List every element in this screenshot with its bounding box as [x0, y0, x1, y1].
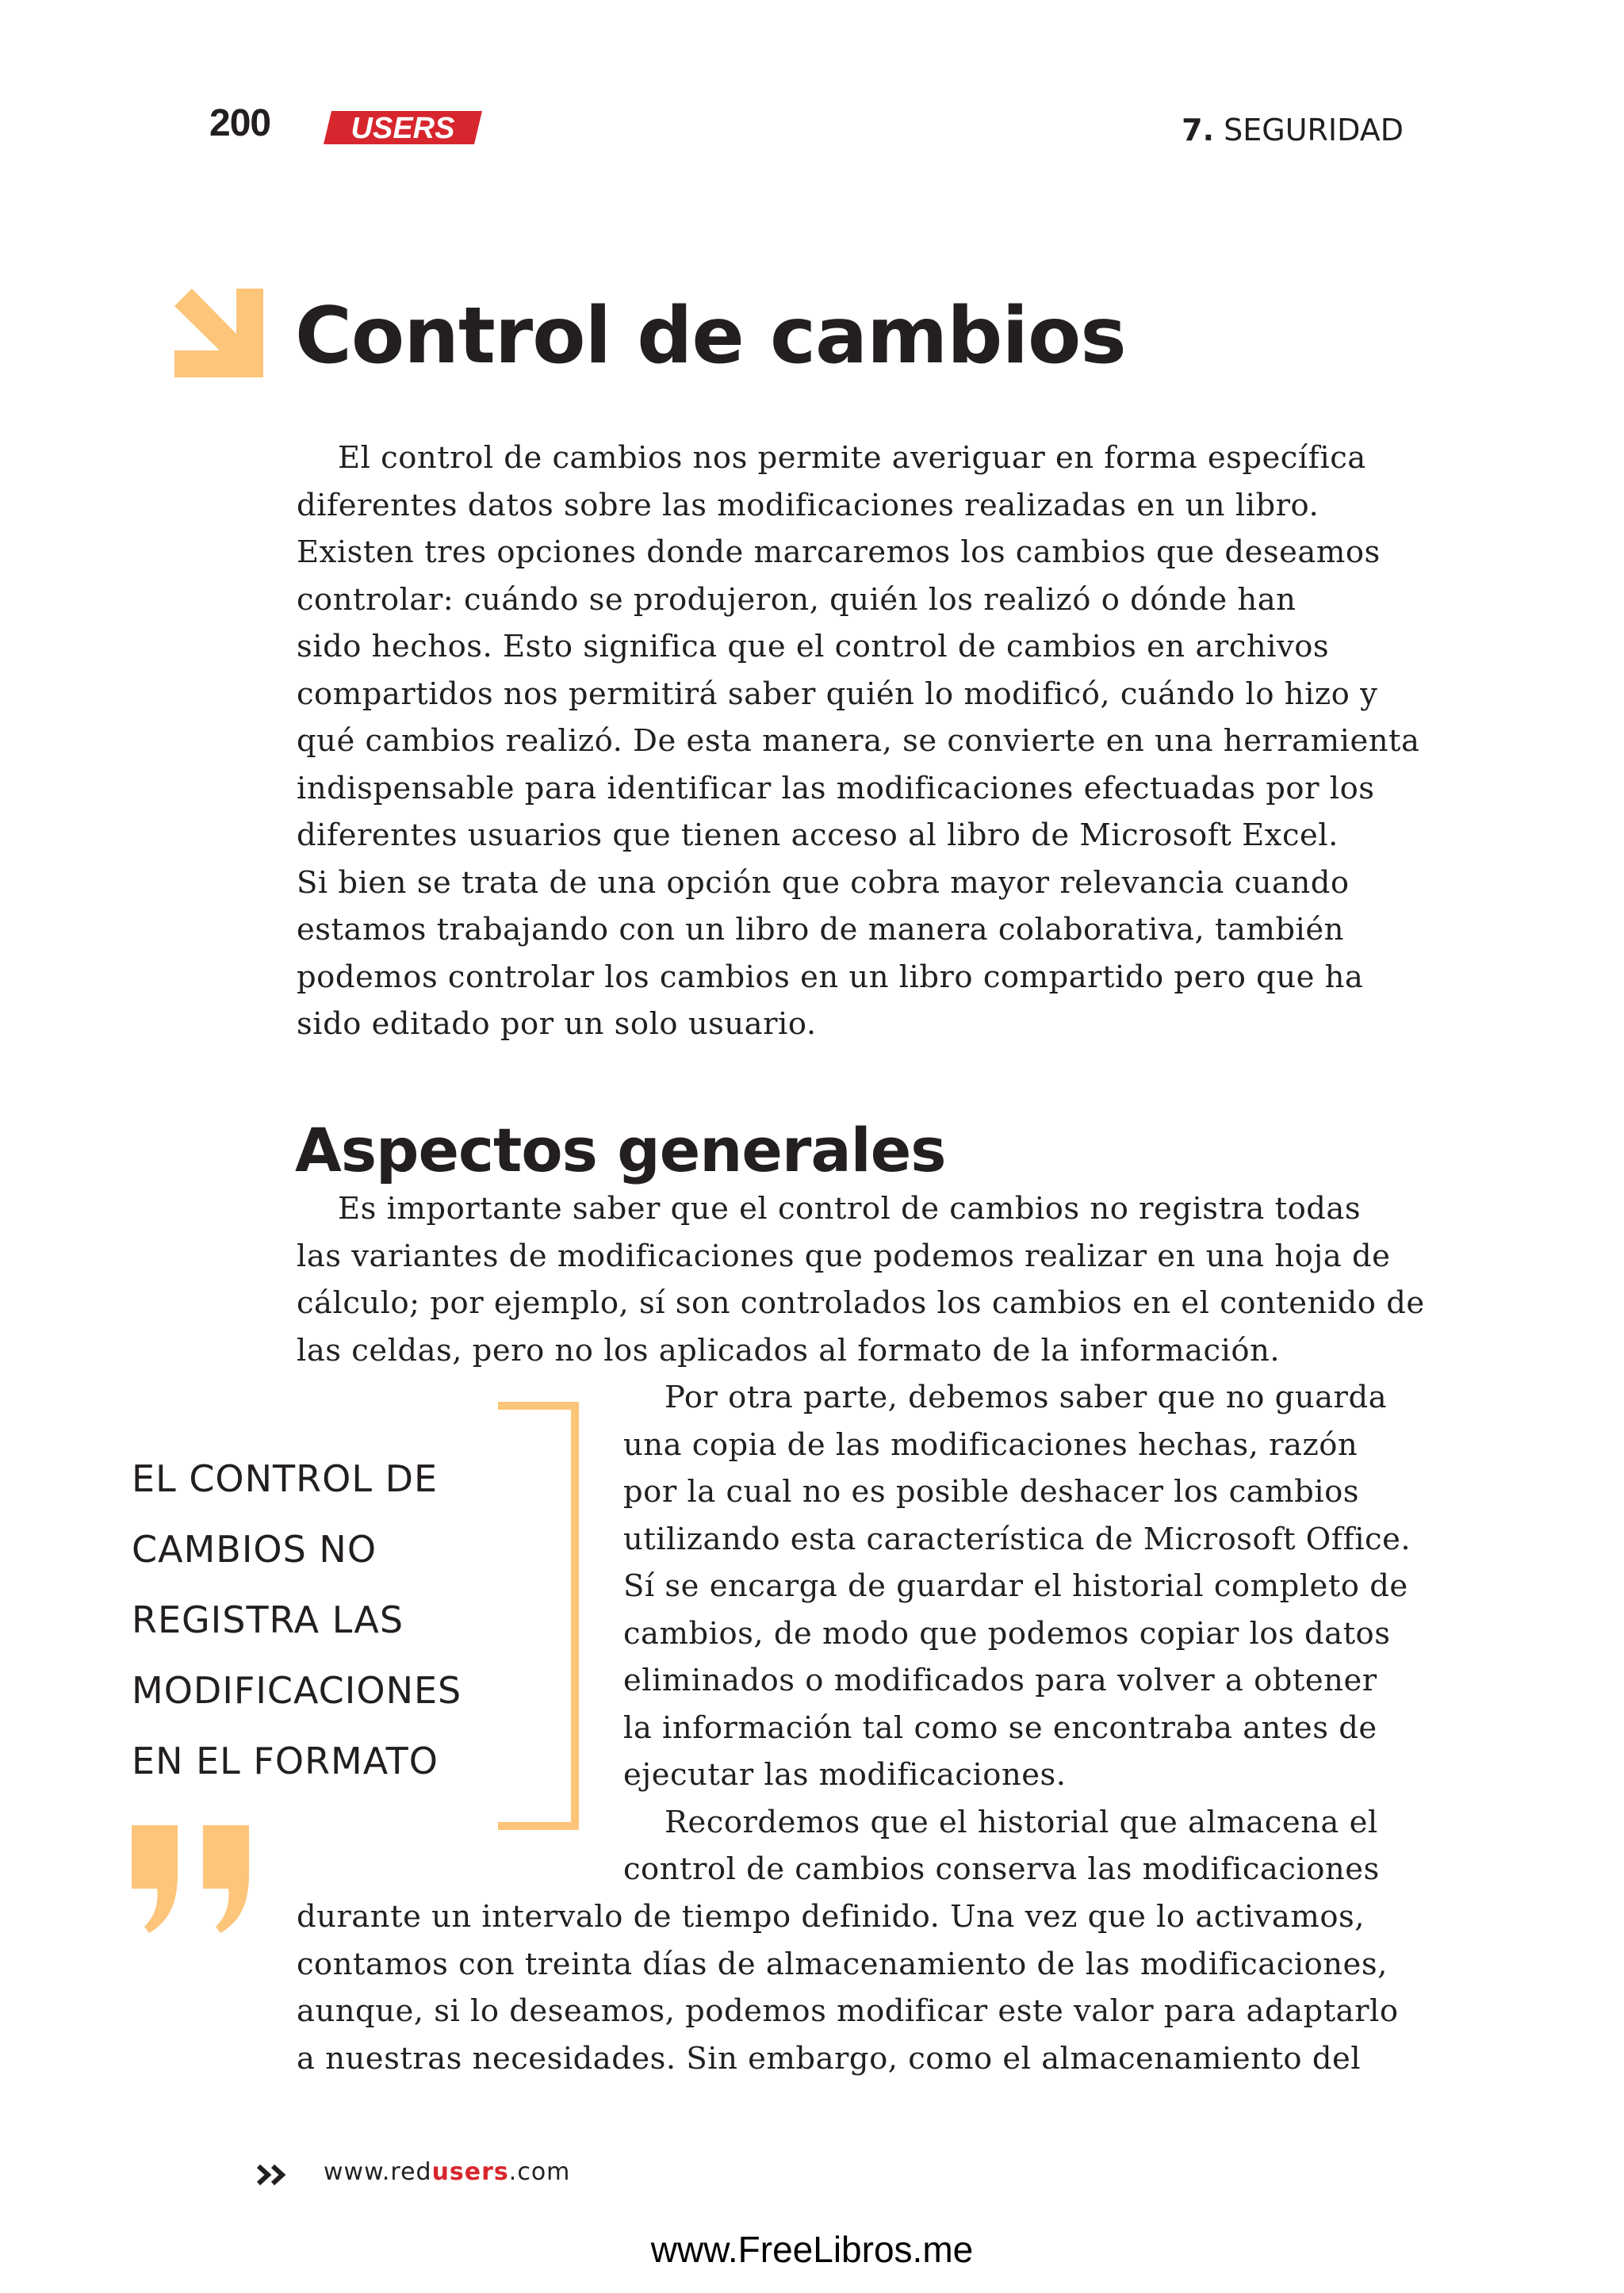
- footer-url-brand: users: [431, 2158, 509, 2186]
- pull-quote-line: EN EL FORMATO: [132, 1740, 439, 1782]
- footer-url-link[interactable]: [324, 2158, 570, 2186]
- chapter-number: 7.: [1182, 113, 1215, 147]
- text-line: por la cual no es posible deshacer los cambios: [623, 1474, 1360, 1510]
- text-line: ejecutar las modificaciones.: [623, 1757, 1067, 1793]
- arrow-down-right-icon: [174, 289, 263, 377]
- text-line: sido hechos. Esto significa que el control de cambios en archivos: [297, 629, 1330, 664]
- text-line: una copia de las modificaciones hechas, razón: [623, 1426, 1358, 1463]
- footer-url-suffix: .com: [508, 2158, 571, 2186]
- text-line: Por otra parte, debemos saber que no guarda: [665, 1380, 1388, 1415]
- aspects-paragraph: [297, 1185, 1425, 1374]
- aspects-narrow-paragraph: [623, 1374, 1416, 1893]
- text-line: diferentes datos sobre las modificaciones realizadas en un libro.: [297, 487, 1320, 523]
- text-line: a nuestras necesidades. Sin embargo, como el almacenamiento del: [297, 2040, 1362, 2077]
- text-line: utilizando esta característica de Microsoft Office.: [623, 1521, 1411, 1557]
- footer-url-red: red: [390, 2158, 432, 2186]
- pull-quote: [132, 1444, 512, 1797]
- subsection-title: Aspectos generales: [295, 1115, 946, 1185]
- aspects-bottom-paragraph: [297, 1893, 1407, 2082]
- text-line: eliminados o modificados para volver a obtener: [623, 1663, 1377, 1698]
- text-line: Si bien se trata de una opción que cobra mayor relevancia cuando: [297, 864, 1350, 901]
- pull-quote-bracket: [498, 1402, 580, 1830]
- users-logo: [324, 109, 482, 146]
- pull-quote-line: REGISTRA LAS: [132, 1598, 404, 1641]
- footer-url-prefix: www.: [324, 2158, 391, 2186]
- text-line: la información tal como se encontraba antes de: [623, 1709, 1377, 1746]
- pull-quote-line: EL CONTROL DE: [132, 1457, 439, 1500]
- text-line: control de cambios conserva las modificaciones: [623, 1851, 1380, 1887]
- chapter-heading: [1182, 113, 1404, 147]
- text-line: podemos controlar los cambios en un libro compartido pero que ha: [297, 959, 1364, 995]
- text-line: controlar: cuándo se produjeron, quién los realizó o dónde han: [297, 581, 1297, 618]
- text-line: estamos trabajando con un libro de manera colaborativa, también: [297, 912, 1344, 947]
- text-line: las celdas, pero no los aplicados al formato de la información.: [297, 1332, 1281, 1369]
- svg-text:USERS: USERS: [350, 112, 455, 145]
- text-line: El control de cambios nos permite averiguar en forma específica: [338, 440, 1366, 476]
- page-number: 200: [209, 102, 271, 144]
- text-line: qué cambios realizó. De esta manera, se convierte en una herramienta: [297, 723, 1420, 759]
- double-chevron-right-icon: [255, 2163, 290, 2187]
- text-line: Existen tres opciones donde marcaremos los cambios que deseamos: [297, 534, 1381, 570]
- pull-quote-line: CAMBIOS NO: [132, 1528, 377, 1571]
- text-line: Es importante saber que el control de cambios no registra todas: [338, 1191, 1362, 1227]
- text-line: compartidos nos permitirá saber quién lo modificó, cuándo lo hizo y: [297, 676, 1378, 712]
- text-line: cálculo; por ejemplo, sí son controlados los cambios en el contenido de: [297, 1285, 1425, 1321]
- text-line: cambios, de modo que podemos copiar los datos: [623, 1615, 1391, 1652]
- text-line: Recordemos que el historial que almacena el: [665, 1804, 1378, 1840]
- text-line: contamos con treinta días de almacenamiento de las modificaciones,: [297, 1946, 1388, 1982]
- section-title: Control de cambios: [295, 291, 1126, 381]
- text-line: indispensable para identificar las modificaciones efectuadas por los: [297, 770, 1375, 806]
- text-line: durante un intervalo de tiempo definido. Una vez que lo activamos,: [297, 1899, 1365, 1935]
- text-line: Sí se encarga de guardar el historial completo de: [623, 1568, 1408, 1604]
- intro-paragraph: [297, 434, 1420, 1048]
- chapter-title: SEGURIDAD: [1224, 113, 1404, 147]
- pull-quote-line: MODIFICACIONES: [132, 1669, 462, 1712]
- text-line: sido editado por un solo usuario.: [297, 1006, 817, 1042]
- text-line: aunque, si lo deseamos, podemos modificar este valor para adaptarlo: [297, 1993, 1399, 2029]
- quote-marks-icon: [132, 1825, 259, 1936]
- watermark-link[interactable]: www.FreeLibros.me: [650, 2229, 974, 2270]
- text-line: diferentes usuarios que tienen acceso al libro de Microsoft Excel.: [297, 817, 1339, 853]
- text-line: las variantes de modificaciones que podemos realizar en una hoja de: [297, 1238, 1391, 1274]
